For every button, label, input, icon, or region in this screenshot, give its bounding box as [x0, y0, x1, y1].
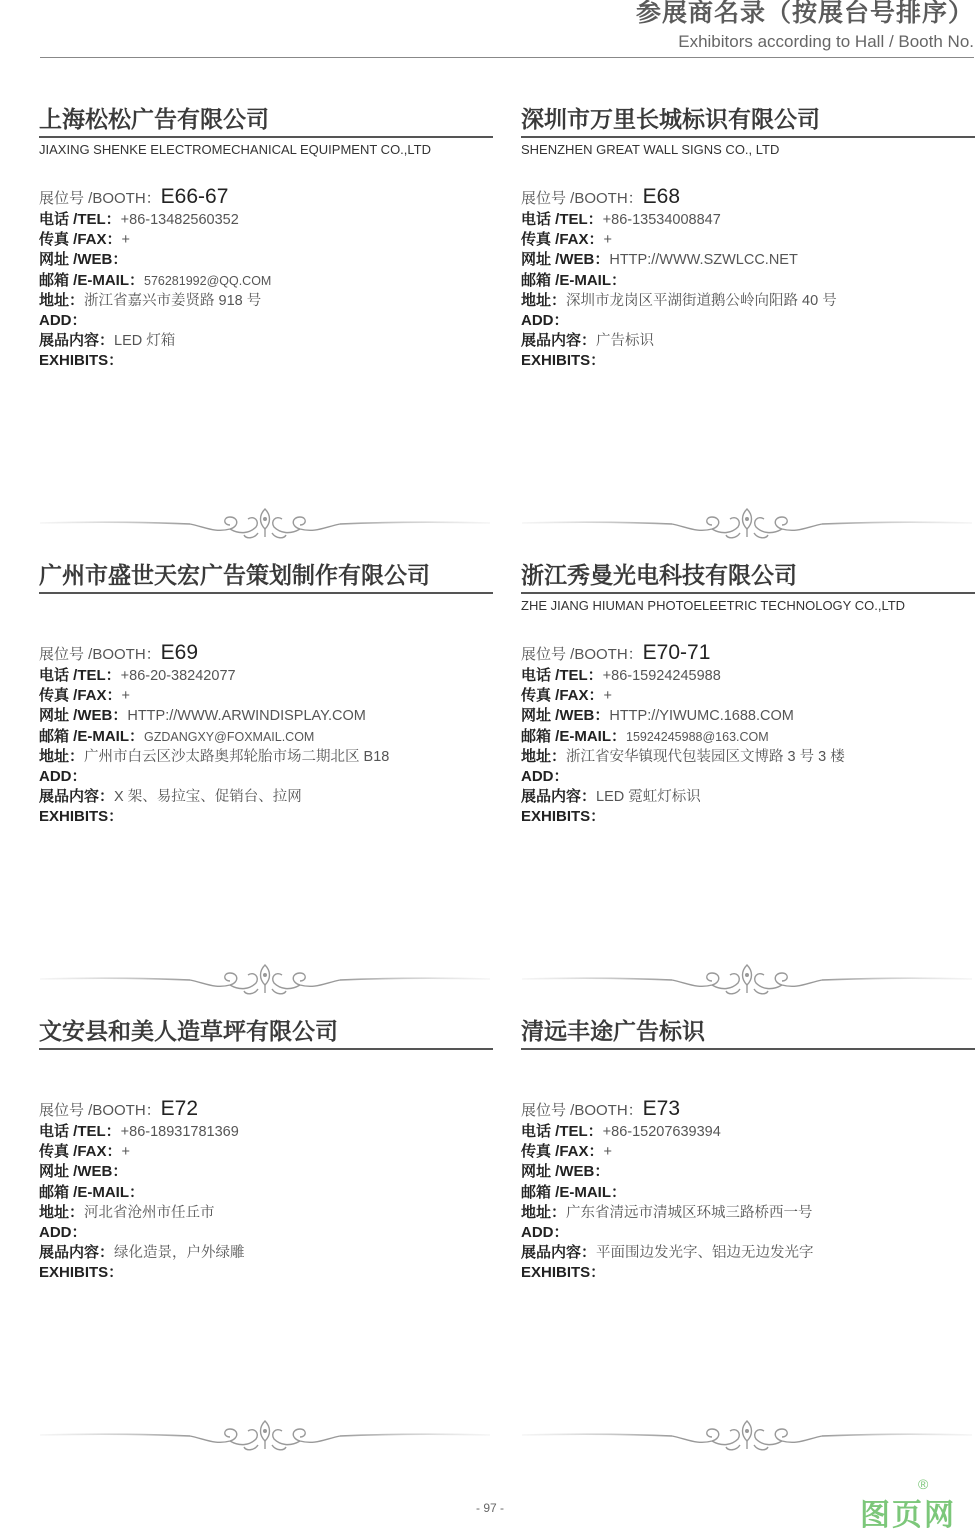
web-label: 网址 /WEB： [39, 707, 128, 725]
fax-label: 传真 /FAX： [521, 231, 604, 249]
address-label: 地址： [39, 291, 85, 309]
company-name-cn: 文安县和美人造草坪有限公司 [39, 1018, 338, 1044]
page-number: - 97 - [475, 1501, 504, 1515]
booth-number: E68 [642, 185, 681, 208]
company-name-underline [521, 592, 975, 594]
company-name-underline [39, 592, 493, 594]
tel-label: 电话 /TEL： [521, 211, 603, 228]
add-row [39, 767, 493, 787]
email-row [39, 727, 493, 747]
header-title-cn: 参展商名录（按展台号排序） [635, 0, 974, 27]
company-name-en [39, 597, 493, 615]
address-value: 广州市白云区沙太路奥邦轮胎市场二期北区 B18 [84, 748, 390, 765]
exhibits-en-row [521, 351, 975, 371]
address-value: 浙江省嘉兴市姜贤路 918 号 [84, 292, 262, 309]
exhibits-en-row [39, 1263, 493, 1283]
add-label: ADD： [521, 1223, 569, 1241]
exhibits-label: 展品内容： [39, 788, 115, 806]
booth-number: E70-71 [642, 641, 711, 664]
exhibits-en-row [521, 1263, 975, 1283]
tel-row [521, 210, 975, 230]
tel-value: +86-15207639394 [602, 1124, 721, 1140]
email-row [521, 271, 975, 291]
ornament-flourish-icon [522, 503, 972, 543]
address-row [521, 747, 975, 767]
registered-mark-icon: ® [918, 1476, 929, 1492]
exhibits-en-row [39, 351, 493, 371]
email-value: GZDANGXY@FOXMAIL.COM [144, 729, 315, 744]
fax-row [521, 230, 975, 250]
email-row [39, 1183, 493, 1203]
add-row [521, 311, 975, 331]
web-row [39, 706, 493, 726]
exhibits-en-label: EXHIBITS： [39, 808, 124, 826]
fax-value: + [121, 1144, 130, 1161]
fax-label: 传真 /FAX： [521, 687, 604, 705]
exhibitor-details [521, 1096, 975, 1284]
tel-value: +86-13534008847 [602, 212, 721, 228]
address-row [521, 291, 975, 311]
add-label: ADD： [39, 311, 87, 329]
exhibits-value: 绿化造景，户外绿雕 [114, 1245, 245, 1262]
web-row [521, 1162, 975, 1182]
add-row [39, 311, 493, 331]
page-header [636, 0, 974, 53]
fax-value: + [121, 232, 130, 249]
tel-row [39, 1122, 493, 1142]
exhibits-label: 展品内容： [521, 1244, 597, 1262]
web-label: 网址 /WEB： [521, 251, 610, 269]
tel-row [39, 210, 493, 230]
web-value: HTTP://WWW.SZWLCC.NET [609, 252, 798, 269]
exhibits-en-row [521, 807, 975, 827]
web-row [39, 250, 493, 270]
add-row [521, 1223, 975, 1243]
exhibits-row [39, 1243, 493, 1263]
exhibits-value: X 架、易拉宝、促销台、拉网 [114, 789, 302, 806]
company-name-underline [39, 1048, 493, 1050]
address-value: 广东省清远市清城区环城三路桥西一号 [566, 1204, 813, 1221]
booth-row [39, 640, 493, 666]
ornament-flourish-icon [40, 1415, 490, 1455]
ornament-flourish-icon [40, 959, 490, 999]
exhibits-label: 展品内容： [39, 332, 115, 350]
address-label: 地址： [521, 1203, 567, 1221]
ornament-divider [522, 503, 972, 543]
ornament-flourish-icon [522, 1415, 972, 1455]
address-label: 地址： [39, 747, 85, 765]
exhibitor-card [521, 104, 975, 370]
exhibitor-details [39, 184, 493, 372]
tel-row [39, 666, 493, 686]
tel-row [521, 1122, 975, 1142]
ornament-divider [40, 1415, 490, 1455]
ornament-flourish-icon [40, 503, 490, 543]
ornament-divider [522, 959, 972, 999]
fax-value: + [603, 688, 612, 705]
address-label: 地址： [39, 1203, 85, 1221]
address-row [39, 1203, 493, 1223]
company-name-en [521, 1053, 975, 1071]
email-label: 邮箱 /E-MAIL： [39, 1183, 144, 1201]
address-label: 地址： [521, 747, 567, 765]
booth-row [39, 1096, 493, 1122]
exhibits-value: 平面围边发光字、铝边无边发光字 [596, 1245, 814, 1262]
header-divider [40, 57, 974, 58]
exhibits-label: 展品内容： [521, 788, 597, 806]
address-label: 地址： [521, 291, 567, 309]
booth-row [521, 1096, 975, 1122]
tel-value: +86-20-38242077 [120, 668, 236, 684]
exhibitor-details [521, 184, 975, 372]
address-value: 河北省沧州市任丘市 [84, 1204, 215, 1221]
email-row [39, 271, 493, 291]
fax-row [521, 686, 975, 706]
address-value: 深圳市龙岗区平湖街道鹅公岭向阳路 40 号 [566, 292, 837, 309]
address-value: 浙江省安华镇现代包装园区文博路 3 号 3 楼 [566, 748, 845, 765]
web-label: 网址 /WEB： [521, 1163, 610, 1181]
add-label: ADD： [39, 767, 87, 785]
booth-label: 展位号 /BOOTH： [521, 190, 643, 207]
watermark-text: 图页网 [860, 1499, 956, 1532]
exhibitor-details [39, 640, 493, 828]
add-row [521, 767, 975, 787]
exhibits-en-label: EXHIBITS： [521, 352, 606, 370]
tel-label: 电话 /TEL： [521, 667, 603, 684]
web-value: HTTP://YIWUMC.1688.COM [609, 708, 794, 725]
tel-label: 电话 /TEL： [39, 667, 121, 684]
booth-label: 展位号 /BOOTH： [521, 646, 643, 663]
exhibits-value: 广告标识 [596, 333, 655, 350]
exhibits-label: 展品内容： [521, 332, 597, 350]
ornament-divider [40, 503, 490, 543]
exhibitor-details [521, 640, 975, 828]
web-row [521, 706, 975, 726]
fax-value: + [603, 232, 612, 249]
booth-number: E72 [160, 1097, 199, 1120]
watermark-logo [856, 1478, 976, 1534]
web-value: HTTP://WWW.ARWINDISPLAY.COM [127, 708, 366, 725]
exhibitor-card [39, 560, 493, 826]
email-label: 邮箱 /E-MAIL： [39, 727, 144, 745]
email-label: 邮箱 /E-MAIL： [521, 271, 626, 289]
company-name-cn: 深圳市万里长城标识有限公司 [521, 106, 820, 132]
fax-label: 传真 /FAX： [39, 231, 122, 249]
fax-row [39, 230, 493, 250]
fax-value: + [121, 688, 130, 705]
company-name-cn: 广州市盛世天宏广告策划制作有限公司 [39, 562, 430, 588]
fax-row [521, 1142, 975, 1162]
tel-value: +86-13482560352 [120, 212, 239, 228]
exhibits-row [39, 331, 493, 351]
email-row [521, 1183, 975, 1203]
tel-value: +86-18931781369 [120, 1124, 239, 1140]
fax-row [39, 1142, 493, 1162]
tel-label: 电话 /TEL： [521, 1123, 603, 1140]
company-name-underline [521, 1048, 975, 1050]
booth-number: E69 [160, 641, 199, 664]
email-value: 15924245988@163.COM [626, 729, 769, 744]
booth-number: E66-67 [160, 185, 229, 208]
web-label: 网址 /WEB： [521, 707, 610, 725]
exhibits-row [521, 1243, 975, 1263]
booth-row [39, 184, 493, 210]
booth-label: 展位号 /BOOTH： [521, 1102, 643, 1119]
booth-label: 展位号 /BOOTH： [39, 646, 161, 663]
tel-label: 电话 /TEL： [39, 211, 121, 228]
email-label: 邮箱 /E-MAIL： [521, 1183, 626, 1201]
exhibits-en-label: EXHIBITS： [39, 352, 124, 370]
booth-row [521, 184, 975, 210]
address-row [521, 1203, 975, 1223]
exhibitor-card [39, 1016, 493, 1282]
tel-value: +86-15924245988 [602, 668, 721, 684]
exhibits-row [521, 787, 975, 807]
add-label: ADD： [521, 311, 569, 329]
exhibits-en-label: EXHIBITS： [39, 1264, 124, 1282]
exhibits-en-label: EXHIBITS： [521, 1264, 606, 1282]
company-name-en [39, 1053, 493, 1071]
fax-label: 传真 /FAX： [39, 687, 122, 705]
address-row [39, 747, 493, 767]
exhibits-row [521, 331, 975, 351]
ornament-divider [40, 959, 490, 999]
web-row [39, 1162, 493, 1182]
add-label: ADD： [521, 767, 569, 785]
booth-label: 展位号 /BOOTH： [39, 1102, 161, 1119]
fax-label: 传真 /FAX： [39, 1143, 122, 1161]
company-name-cn: 上海松松广告有限公司 [39, 106, 269, 132]
exhibitor-details [39, 1096, 493, 1284]
company-name-en: SHENZHEN GREAT WALL SIGNS CO., LTD [521, 142, 780, 157]
company-name-underline [39, 136, 493, 138]
exhibits-en-row [39, 807, 493, 827]
email-label: 邮箱 /E-MAIL： [39, 271, 144, 289]
exhibits-label: 展品内容： [39, 1244, 115, 1262]
add-label: ADD： [39, 1223, 87, 1241]
exhibits-en-label: EXHIBITS： [521, 808, 606, 826]
company-name-cn: 浙江秀曼光电科技有限公司 [521, 562, 797, 588]
email-row [521, 727, 975, 747]
ornament-flourish-icon [522, 959, 972, 999]
company-name-cn: 清远丰途广告标识 [521, 1018, 705, 1044]
web-row [521, 250, 975, 270]
fax-row [39, 686, 493, 706]
company-name-en: ZHE JIANG HIUMAN PHOTOELEETRIC TECHNOLOGY CO.,LTD [521, 598, 906, 613]
company-name-en: JIAXING SHENKE ELECTROMECHANICAL EQUIPMENT CO.,LTD [39, 142, 431, 157]
web-label: 网址 /WEB： [39, 251, 128, 269]
booth-label: 展位号 /BOOTH： [39, 190, 161, 207]
email-value: 576281992@QQ.COM [144, 273, 272, 288]
fax-label: 传真 /FAX： [521, 1143, 604, 1161]
exhibits-value: LED 霓虹灯标识 [596, 789, 701, 806]
address-row [39, 291, 493, 311]
exhibitor-card [521, 1016, 975, 1282]
booth-number: E73 [642, 1097, 681, 1120]
tel-row [521, 666, 975, 686]
ornament-divider [522, 1415, 972, 1455]
header-title-en: Exhibitors according to Hall / Booth No. [678, 32, 974, 51]
email-label: 邮箱 /E-MAIL： [521, 727, 626, 745]
tel-label: 电话 /TEL： [39, 1123, 121, 1140]
exhibitor-card [39, 104, 493, 370]
booth-row [521, 640, 975, 666]
company-name-underline [521, 136, 975, 138]
exhibits-value: LED 灯箱 [114, 333, 176, 350]
fax-value: + [603, 1144, 612, 1161]
add-row [39, 1223, 493, 1243]
web-label: 网址 /WEB： [39, 1163, 128, 1181]
exhibits-row [39, 787, 493, 807]
exhibitor-card [521, 560, 975, 826]
